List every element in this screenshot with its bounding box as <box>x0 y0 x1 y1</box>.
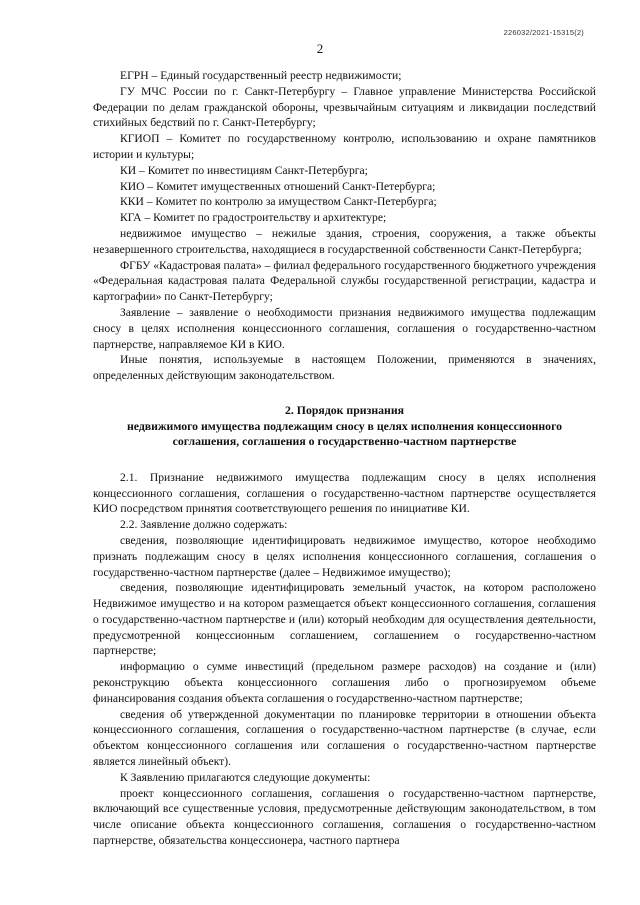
definition-egrn: ЕГРН – Единый государственный реестр недвижимости; <box>120 69 402 82</box>
attachments-intro: К Заявлению прилагаются следующие документы: <box>120 770 371 784</box>
definition-application: Заявление – заявление о необходимости признания недвижимого имущества подлежащим сносу в целях исполнения концессионного соглашения, соглашения о государственно-частном партнерстве, направляемое КИ в КИО. <box>93 305 596 351</box>
definition-kgiop: КГИОП – Комитет по государственному контролю, использованию и охране памятников истории и культуры; <box>93 132 596 161</box>
page-number: 2 <box>316 41 324 56</box>
document-body <box>93 68 596 849</box>
definition-gu-mchs: ГУ МЧС России по г. Санкт-Петербургу – Главное управление Министерства Российской Федерации по делам гражданской обороны, чрезвычайным ситуациям и ликвидации последствий стихийных бедствий по г. Санкт-Петербургу; <box>93 84 596 130</box>
list-item-planning-docs: сведения об утвержденной документации по планировке территории в отношении объекта концессионного соглашения, соглашения о государственно-частном партнерстве (в случае, если объектом концессионного соглашения или соглашения о государственно-частном партнерстве является линейный объект). <box>93 707 596 769</box>
definition-kga: КГА – Комитет по градостроительству и архитектуре; <box>120 211 387 225</box>
document-id: 226032/2021-15315(2) <box>503 28 584 37</box>
section-heading <box>93 403 596 450</box>
definition-kio: КИО – Комитет имущественных отношений Санкт-Петербурга; <box>120 179 436 193</box>
definition-other-terms: Иные понятия, используемые в настоящем Положении, применяются в значениях, определенных действующим законодательством. <box>93 353 596 383</box>
definition-real-estate: недвижимое имущество – нежилые здания, строения, сооружения, а также объекты незавершенного строительства, находящиеся в государственной собственности Санкт-Петербурга; <box>93 226 596 256</box>
list-item-draft-agreement: проект концессионного соглашения, соглашения о государственно-частном партнерстве, включающий все существенные условия, предусмотренные действующим законодательством, в том числе описание объекта концессионного соглашения, соглашения о государственно-частном партнерстве, обязательства концессионера, частного партнера <box>93 786 596 848</box>
paragraph-2-1: 2.1. Признание недвижимого имущества подлежащим сносу в целях исполнения концессионного соглашения, соглашения о государственно-частном партнерстве осуществляется КИО посредством принятия соответствующего решения по инициативе КИ. <box>93 470 596 516</box>
section-title-line-3: соглашения, соглашения о государственно-частном партнерстве <box>172 434 517 449</box>
list-item-land-plot-info: сведения, позволяющие идентифицировать земельный участок, на котором расположено Недвижимое имущество и на котором размещается объект концессионного соглашения, соглашения о государственно-частном партнерстве и (или) который необходим для осуществления деятельности, предусмотренной концессионным соглашением, соглашением о государственно-частном партнерстве; <box>93 581 596 658</box>
list-item-real-estate-info: сведения, позволяющие идентифицировать недвижимое имущество, которое необходимо признать подлежащим сносу в целях исполнения концессионного соглашения, соглашения о государственно-частном партнерстве (далее – Недвижимое имущество); <box>93 533 596 579</box>
definition-fgbu: ФГБУ «Кадастровая палата» – филиал федерального государственного бюджетного учреждения «Федеральная кадастровая палата Федеральной службы государственной регистрации, кадастра и картографии» по Санкт-Петербургу; <box>93 258 596 304</box>
definition-ki: КИ – Комитет по инвестициям Санкт-Петербурга; <box>120 163 368 177</box>
list-item-investment-info: информацию о сумме инвестиций (предельном размере расходов) на создание и (или) реконструкцию объекта концессионного соглашения либо о прогнозируемом объеме финансирования создания объекта соглашения о государственно-частном партнерстве; <box>93 660 596 705</box>
section-title-line-1: 2. Порядок признания <box>285 402 404 417</box>
definition-kki: ККИ – Комитет по контролю за имуществом Санкт-Петербурга; <box>120 195 437 209</box>
section-title-line-2: недвижимого имущества подлежащим сносу в целях исполнения концессионного <box>126 418 563 433</box>
paragraph-2-2: 2.2. Заявление должно содержать: <box>120 518 288 532</box>
